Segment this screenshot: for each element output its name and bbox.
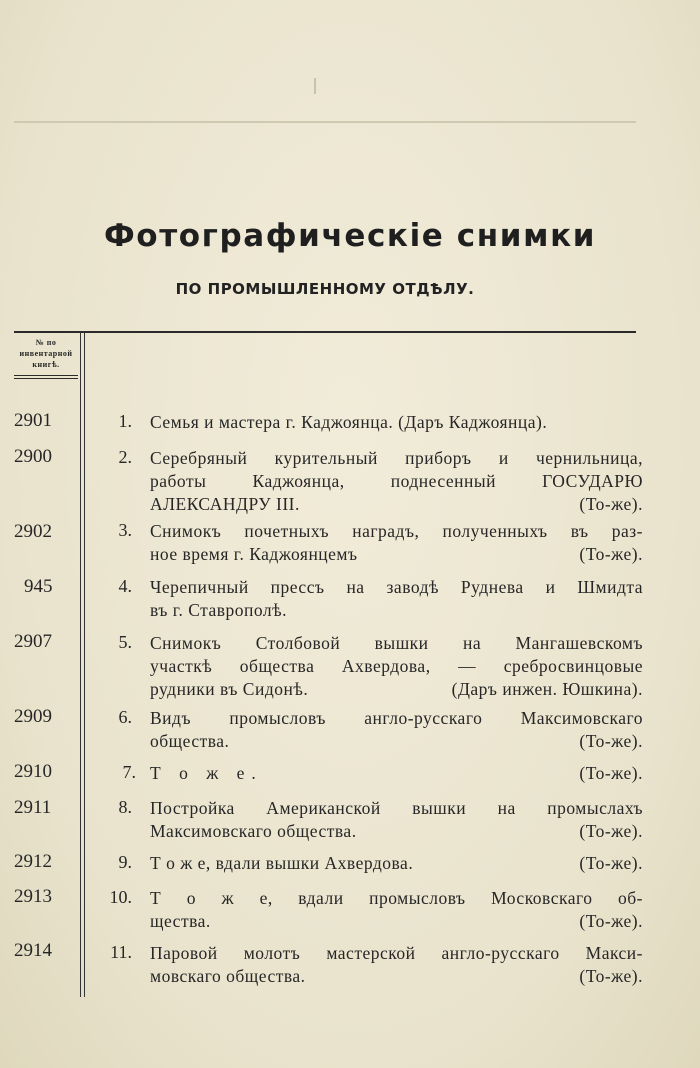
entry-line	[150, 965, 643, 988]
page-subtitle: ПО ПРОМЫШЛЕННОМУ ОТДѢЛУ.	[175, 280, 475, 298]
entry-number: 11.	[110, 942, 132, 962]
entry-description	[150, 852, 643, 875]
inventory-number: 2909	[14, 706, 52, 727]
entry-note: (То-же).	[579, 821, 643, 841]
entry-description	[150, 520, 643, 566]
inventory-number: 2914	[14, 940, 52, 961]
entry-line	[150, 910, 643, 933]
entry-number: 10.	[109, 887, 132, 907]
inventory-number: 2910	[14, 761, 52, 782]
entry-line: Серебряный курительный приборъ и чернильница,	[150, 448, 643, 468]
inventory-number: 2912	[14, 851, 52, 872]
entry-line	[150, 543, 643, 566]
entry-line	[150, 493, 643, 516]
entry-number: 8.	[118, 797, 132, 817]
entry-note: (То-же).	[579, 911, 643, 931]
entry-line: въ г. Ставрополѣ.	[150, 600, 288, 620]
entry-note: (То-же).	[579, 853, 643, 873]
entry-line	[150, 730, 643, 753]
inventory-number: 2901	[14, 410, 52, 431]
entry-line-text: АЛЕКСАНДРУ III.	[150, 494, 300, 514]
page-mark	[314, 78, 316, 94]
entry-description	[150, 447, 643, 516]
entry-description	[150, 762, 643, 785]
entry-number: 1.	[118, 411, 132, 431]
entry-description	[150, 942, 643, 988]
entry-line: Снимокъ Столбовой вышки на Мангашевскомъ	[150, 633, 643, 653]
entry-description	[150, 797, 643, 843]
entry-line-text: Т о ж е.	[150, 763, 263, 783]
entry-number: 7.	[122, 762, 136, 782]
entry-note: (Даръ инжен. Юшкина).	[451, 679, 643, 699]
entry-line-text: Т о ж е, вдали вышки Ахвердова.	[150, 853, 414, 873]
inventory-number: 2913	[14, 886, 52, 907]
inventory-number: 945	[24, 576, 53, 597]
inventory-column-header: № по инвентарной книгѣ.	[19, 338, 73, 369]
entry-note: (То-же).	[579, 494, 643, 514]
entry-line-text: общества.	[150, 731, 230, 751]
entry-line: Семья и мастера г. Каджоянца. (Даръ Каджоянца).	[150, 412, 548, 432]
entry-description	[150, 411, 643, 434]
entry-description	[150, 632, 643, 701]
entry-line-text: мовскаго общества.	[150, 966, 306, 986]
entry-line	[150, 678, 643, 701]
entry-line-text: Максимовскаго общества.	[150, 821, 357, 841]
inventory-number: 2911	[14, 797, 52, 818]
entry-line-text: ное время г. Каджоянцемъ	[150, 544, 358, 564]
entry-note: (То-же).	[579, 763, 643, 783]
column-divider	[80, 333, 81, 997]
entry-line: Т о ж е, вдали промысловъ Московскаго об-	[150, 888, 643, 908]
entry-line: Черепичный прессъ на заводѣ Руднева и Шмидта	[150, 577, 643, 597]
entry-description	[150, 576, 643, 622]
column-header-rule	[14, 375, 78, 376]
entry-line-text: щества.	[150, 911, 211, 931]
inventory-number: 2902	[14, 521, 52, 542]
entry-description	[150, 707, 643, 753]
entry-line-text: рудники въ Сидонѣ.	[150, 679, 309, 699]
entry-line: Видъ промысловъ англо-русскаго Максимовскаго	[150, 708, 643, 728]
column-header-rule	[14, 378, 78, 379]
page-title: Фотографическіе снимки	[103, 218, 597, 254]
entry-line: работы Каджоянца, поднесенный ГОСУДАРЮ	[150, 471, 643, 491]
entry-line: Паровой молотъ мастерской англо-русскаго Макси-	[150, 943, 643, 963]
top-rule	[14, 121, 636, 123]
entry-number: 2.	[118, 447, 132, 467]
inventory-number: 2900	[14, 446, 52, 467]
entry-line: Постройка Американской вышки на промыслахъ	[150, 798, 643, 818]
entry-number: 5.	[118, 632, 132, 652]
entry-line	[150, 820, 643, 843]
entry-line	[150, 762, 643, 785]
entry-number: 9.	[118, 852, 132, 872]
entry-number: 3.	[118, 520, 132, 540]
entry-description	[150, 887, 643, 933]
entry-note: (То-же).	[579, 731, 643, 751]
entry-line: Снимокъ почетныхъ наградъ, полученныхъ въ раз-	[150, 521, 643, 541]
column-divider	[84, 333, 85, 997]
inventory-number: 2907	[14, 631, 52, 652]
entry-number: 4.	[118, 576, 132, 596]
header-rule	[14, 331, 636, 333]
entry-line	[150, 852, 643, 875]
entry-number: 6.	[118, 707, 132, 727]
entry-note: (То-же).	[579, 544, 643, 564]
entry-line: участкѣ общества Ахвердова, — сребросвинцовые	[150, 656, 643, 676]
entry-note: (То-же).	[579, 966, 643, 986]
